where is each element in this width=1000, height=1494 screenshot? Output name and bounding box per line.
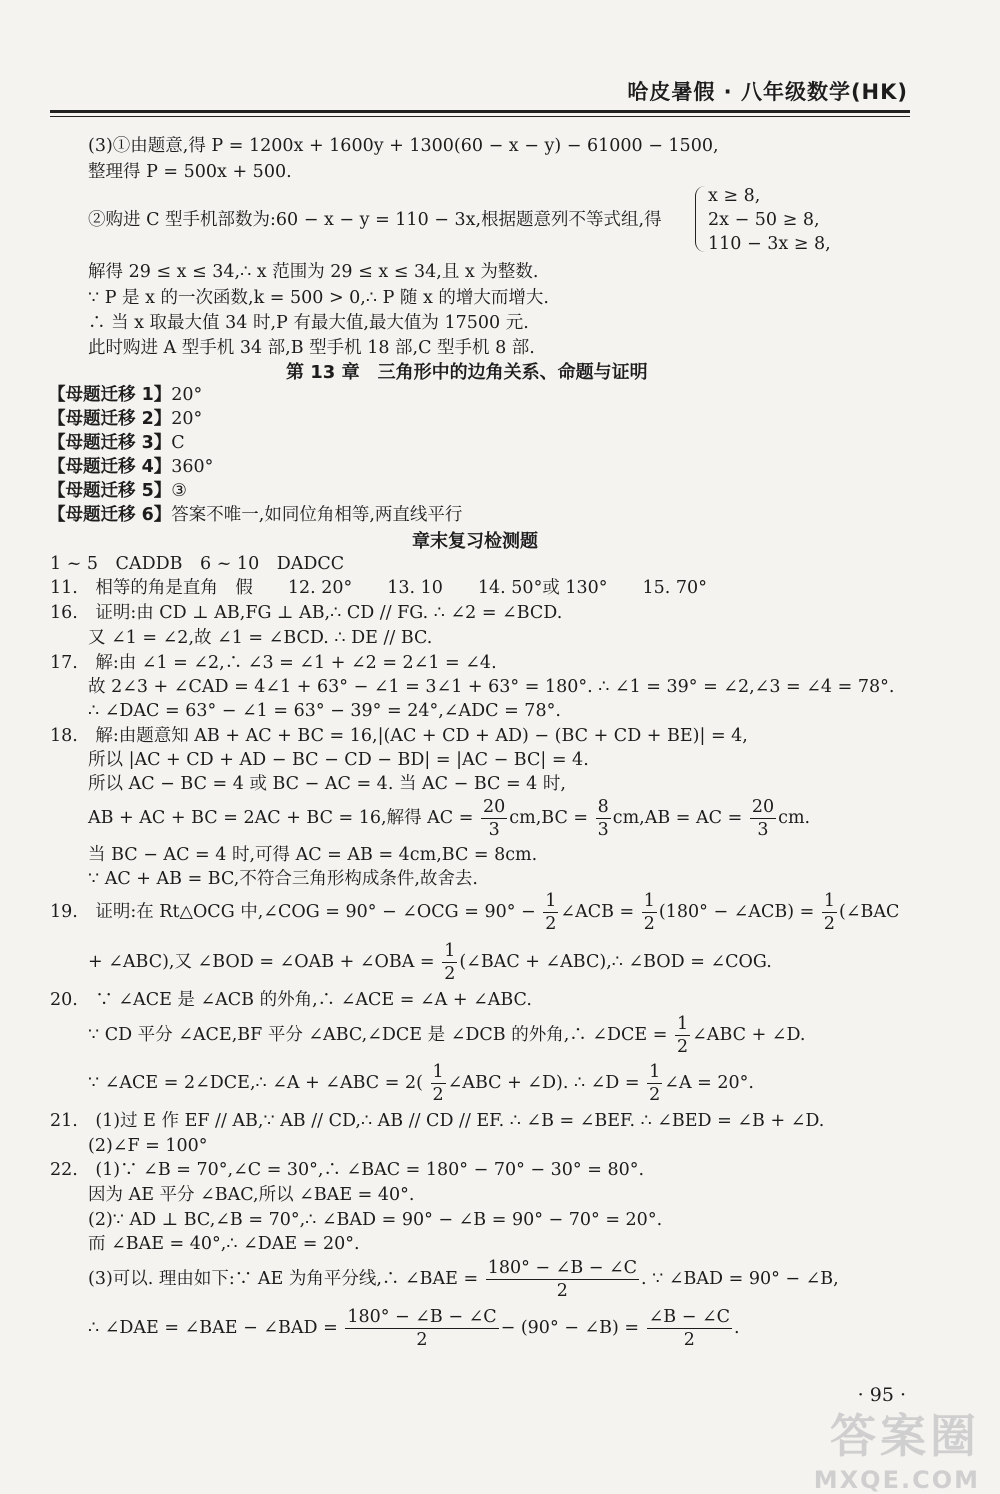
numerator: 1 xyxy=(649,1062,661,1082)
text: . xyxy=(734,1318,740,1338)
answer-17-a: 17. 解:由 ∠1 = ∠2,∴ ∠3 = ∠1 + ∠2 = 2∠1 = ∠4. xyxy=(50,653,497,673)
text: ∵ ∠ACE = 2∠DCE,∴ ∠A + ∠ABC = 2( xyxy=(88,1073,423,1093)
p3-line-3: ②购进 C 型手机部数为:60 − x − y = 110 − 3x,根据题意列不等式组,得 xyxy=(88,210,662,230)
denominator: 3 xyxy=(757,820,769,840)
answer-16-a: 16. 证明:由 CD ⊥ AB,FG ⊥ AB,∴ CD // FG. ∴ ∠2 = ∠BCD. xyxy=(50,603,563,623)
answer-16-b: 又 ∠1 = ∠2,故 ∠1 = ∠BCD. ∴ DE // BC. xyxy=(88,628,433,648)
answer-1-10: 1 ~ 5 CADDB 6 ~ 10 DADCC xyxy=(50,554,345,574)
answer-18-b: 所以 |AC + CD + AD − BC − CD − BD| = |AC − BC| = 4. xyxy=(88,750,589,770)
answer-22-d: 而 ∠BAE = 40°,∴ ∠DAE = 20°. xyxy=(88,1234,360,1254)
fraction xyxy=(431,1061,446,1106)
fraction xyxy=(647,1306,732,1351)
transfer-tag: 【母题迁移 3】 xyxy=(48,433,172,453)
denominator: 2 xyxy=(683,1330,695,1350)
text: − (90° − ∠B) = xyxy=(500,1318,640,1338)
numerator: 20 xyxy=(751,797,775,817)
answer-18-d xyxy=(88,795,810,841)
answer-18-e: 当 BC − AC = 4 时,可得 AC = AB = 4cm,BC = 8cm. xyxy=(88,845,538,865)
denominator: 2 xyxy=(432,1085,444,1105)
fraction xyxy=(750,796,776,841)
answer-20-c xyxy=(88,1060,754,1106)
fraction xyxy=(543,890,558,935)
p3-line-2: 整理得 P = 500x + 500. xyxy=(88,162,292,182)
transfer-item-6 xyxy=(48,503,462,527)
system-brace xyxy=(695,186,706,252)
answer-22-c: (2)∵ AD ⊥ BC,∠B = 70°,∴ ∠BAD = 90° − ∠B = 90° − 70° = 20°. xyxy=(88,1210,663,1230)
watermark-text: 答案圈 xyxy=(830,1409,980,1463)
denominator: 2 xyxy=(545,914,557,934)
watermark-url: MXQE.COM xyxy=(813,1466,980,1494)
transfer-answer: 20° xyxy=(171,409,203,429)
header-rule xyxy=(50,110,910,113)
numerator: 1 xyxy=(643,891,655,911)
fraction xyxy=(675,1013,690,1058)
text: ∠ACB = xyxy=(560,902,635,922)
transfer-tag: 【母题迁移 6】 xyxy=(48,505,172,525)
chapter-title: 第 13 章 三角形中的边角关系、命题与证明 xyxy=(286,362,648,383)
denominator: 2 xyxy=(823,914,835,934)
fraction xyxy=(486,1257,639,1302)
text: ∠A = 20°. xyxy=(664,1073,754,1093)
denominator: 2 xyxy=(649,1085,661,1105)
fraction xyxy=(822,890,837,935)
transfer-answer: 360° xyxy=(171,457,214,477)
transfer-item-3 xyxy=(48,431,185,455)
text: + ∠ABC),又 ∠BOD = ∠OAB + ∠OBA = xyxy=(88,952,435,972)
denominator: 2 xyxy=(416,1330,428,1350)
answer-11-15: 11. 相等的角是直角 假 12. 20° 13. 10 14. 50°或 130° 15. 70° xyxy=(50,578,707,598)
review-title: 章末复习检测题 xyxy=(412,531,538,552)
transfer-tag: 【母题迁移 4】 xyxy=(48,457,172,477)
answer-18-c: 所以 AC − BC = 4 或 BC − AC = 4. 当 AC − BC = 4 时, xyxy=(88,774,566,794)
numerator: 20 xyxy=(483,797,506,817)
numerator: 1 xyxy=(823,891,835,911)
denominator: 2 xyxy=(444,964,456,984)
text: 19. 证明:在 Rt△OCG 中,∠COG = 90° − ∠OCG = 90° − xyxy=(50,902,536,922)
p3-line-7: 此时购进 A 型手机 34 部,B 型手机 18 部,C 型手机 8 部. xyxy=(88,338,535,358)
answer-20-a: 20. ∵ ∠ACE 是 ∠ACB 的外角,∴ ∠ACE = ∠A + ∠ABC. xyxy=(50,990,532,1010)
text: (3)可以. 理由如下:∵ AE 为角平分线,∴ ∠BAE = xyxy=(88,1269,479,1289)
answer-17-c: ∴ ∠DAC = 63° − ∠1 = 63° − 39° = 24°,∠ADC = 78°. xyxy=(88,701,561,721)
system-ineq-3: 110 − 3x ≥ 8, xyxy=(708,234,831,254)
fraction xyxy=(642,890,657,935)
answer-19-b xyxy=(88,939,772,985)
p3-line-1: (3)①由题意,得 P = 1200x + 1600y + 1300(60 − x − y) − 61000 − 1500, xyxy=(88,136,719,156)
header-rule-thin xyxy=(50,116,910,117)
numerator: 180° − ∠B − ∠C xyxy=(487,1258,638,1278)
transfer-answer: 20° xyxy=(171,385,203,405)
page-number: · 95 · xyxy=(857,1384,906,1406)
p3-line-4: 解得 29 ≤ x ≤ 34,∴ x 范围为 29 ≤ x ≤ 34,且 x 为整数. xyxy=(88,262,539,282)
transfer-answer: ③ xyxy=(171,481,187,501)
denominator: 3 xyxy=(488,820,500,840)
text: ∴ ∠DAE = ∠BAE − ∠BAD = xyxy=(88,1318,338,1338)
transfer-answer: 答案不唯一,如同位角相等,两直线平行 xyxy=(171,505,463,525)
answer-22-e xyxy=(88,1256,839,1302)
page-header-title: 哈皮暑假 · 八年级数学(HK) xyxy=(627,80,908,104)
numerator: 1 xyxy=(444,941,456,961)
fraction xyxy=(647,1061,662,1106)
denominator: 2 xyxy=(643,914,655,934)
text: (∠BAC xyxy=(839,902,900,922)
text: cm,AB = AC = xyxy=(612,808,743,828)
p3-line-5: ∵ P 是 x 的一次函数,k = 500 > 0,∴ P 随 x 的增大而增大. xyxy=(88,288,549,308)
denominator: 2 xyxy=(556,1281,568,1301)
answer-21-a: 21. (1)过 E 作 EF // AB,∵ AB // CD,∴ AB // CD // EF. ∴ ∠B = ∠BEF. ∴ ∠BED = ∠B + ∠D. xyxy=(50,1111,825,1131)
fraction xyxy=(596,796,611,841)
transfer-tag: 【母题迁移 1】 xyxy=(48,385,172,405)
p3-line-6: ∴ 当 x 取最大值 34 时,P 有最大值,最大值为 17500 元. xyxy=(88,313,529,333)
answer-22-f xyxy=(88,1305,740,1351)
transfer-item-1 xyxy=(48,383,202,407)
numerator: 8 xyxy=(597,797,609,817)
system-ineq-2: 2x − 50 ≥ 8, xyxy=(708,210,820,230)
text: . ∵ ∠BAD = 90° − ∠B, xyxy=(641,1269,839,1289)
answer-18-a: 18. 解:由题意知 AB + AC + BC = 16,|(AC + CD + AD) − (BC + CD + BE)| = 4, xyxy=(50,726,748,746)
answer-19-a xyxy=(50,889,899,935)
numerator: 1 xyxy=(677,1014,689,1034)
answer-17-b: 故 2∠3 + ∠CAD = 4∠1 + 63° − ∠1 = 3∠1 + 63° = 180°. ∴ ∠1 = 39° = ∠2,∠3 = ∠4 = 78°. xyxy=(88,677,895,697)
transfer-tag: 【母题迁移 2】 xyxy=(48,409,172,429)
fraction xyxy=(345,1306,498,1351)
denominator: 2 xyxy=(677,1037,689,1057)
text: (180° − ∠ACB) = xyxy=(658,902,815,922)
text: cm,BC = xyxy=(509,808,589,828)
answer-22-b: 因为 AE 平分 ∠BAC,所以 ∠BAE = 40°. xyxy=(88,1185,415,1205)
text: ∠ABC + ∠D. xyxy=(692,1025,806,1045)
answer-22-a: 22. (1)∵ ∠B = 70°,∠C = 30°,∴ ∠BAC = 180° − 70° − 30° = 80°. xyxy=(50,1160,645,1180)
transfer-item-5 xyxy=(48,479,187,503)
numerator: 1 xyxy=(432,1062,444,1082)
transfer-tag: 【母题迁移 5】 xyxy=(48,481,172,501)
fraction xyxy=(442,940,457,985)
transfer-answer: C xyxy=(171,433,185,453)
numerator: 1 xyxy=(545,891,557,911)
transfer-item-4 xyxy=(48,455,213,479)
answer-20-b xyxy=(88,1012,805,1058)
transfer-item-2 xyxy=(48,407,202,431)
text: AB + AC + BC = 2AC + BC = 16,解得 AC = xyxy=(88,808,474,828)
text: (∠BAC + ∠ABC),∴ ∠BOD = ∠COG. xyxy=(459,952,772,972)
fraction xyxy=(481,796,507,841)
answer-18-f: ∵ AC + AB = BC,不符合三角形构成条件,故舍去. xyxy=(88,869,478,889)
answer-21-b: (2)∠F = 100° xyxy=(88,1136,208,1156)
text: ∵ CD 平分 ∠ACE,BF 平分 ∠ABC,∠DCE 是 ∠DCB 的外角,∴ ∠DCE = xyxy=(88,1025,668,1045)
system-ineq-1: x ≥ 8, xyxy=(708,186,761,206)
numerator: 180° − ∠B − ∠C xyxy=(347,1307,497,1327)
text: ∠ABC + ∠D). ∴ ∠D = xyxy=(447,1073,640,1093)
watermark-logo xyxy=(814,1400,980,1494)
numerator: ∠B − ∠C xyxy=(648,1307,731,1327)
text: cm. xyxy=(778,808,811,828)
denominator: 3 xyxy=(597,820,609,840)
